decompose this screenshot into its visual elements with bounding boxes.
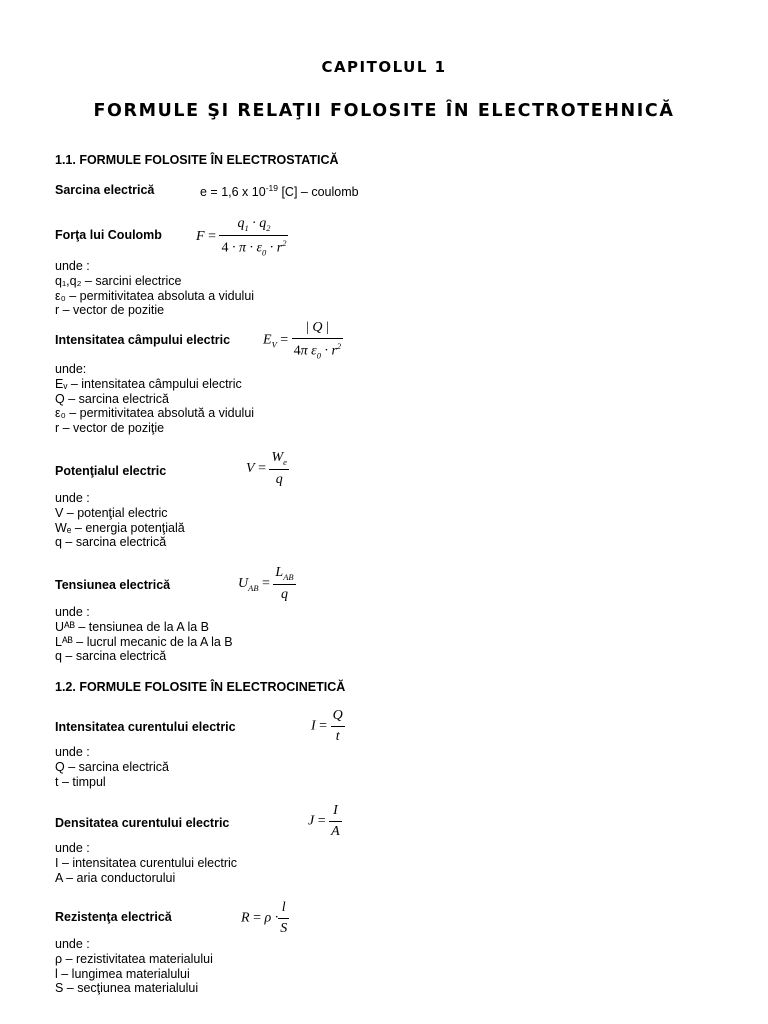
legend-line: q – sarcina electrică bbox=[55, 535, 167, 550]
legend-line: unde: bbox=[55, 362, 87, 376]
legend-line: Lᴬᴮ – lucrul mecanic de la A la B bbox=[55, 634, 233, 649]
legend-line: S – secţiunea materialului bbox=[55, 981, 199, 996]
section-heading-electrokinetics: 1.2. FORMULE FOLOSITE ÎN ELECTROCINETICĂ bbox=[55, 680, 346, 694]
legend-line: unde : bbox=[55, 841, 90, 855]
resistance-legend bbox=[55, 937, 213, 996]
density-legend bbox=[55, 841, 237, 885]
field-label: Intensitatea câmpului electric bbox=[55, 333, 231, 347]
legend-line: ε₀ – permitivitatea absoluta a vidului bbox=[55, 288, 255, 303]
legend-line: unde : bbox=[55, 259, 90, 273]
legend-line: t – timpul bbox=[55, 774, 106, 789]
charge-value bbox=[200, 183, 359, 199]
legend-line: ε₀ – permitivitatea absolută a vidului bbox=[55, 406, 255, 421]
charge-label: Sarcina electrică bbox=[55, 183, 155, 197]
legend-line: A – aria conductorului bbox=[55, 870, 176, 885]
potential-legend bbox=[55, 491, 185, 550]
legend-line: r – vector de pozitie bbox=[55, 303, 165, 318]
legend-line: l – lungimea materialului bbox=[55, 966, 190, 981]
coulomb-label: Forţa lui Coulomb bbox=[55, 228, 162, 242]
current-legend bbox=[55, 745, 169, 789]
legend-line: Q – sarcina electrică bbox=[55, 391, 169, 406]
potential-formula: V = $\frac{W_e}{q}$ bbox=[246, 450, 287, 487]
legend-line: unde : bbox=[55, 491, 90, 505]
legend-line: unde : bbox=[55, 745, 90, 759]
voltage-formula: $U_{AB}$ = $\frac{L_{AB}}{q}$ bbox=[238, 565, 294, 602]
legend-line: Eᵥ – intensitatea câmpului electric bbox=[55, 376, 242, 391]
legend-line: unde : bbox=[55, 937, 90, 951]
charge-exponent: -19 bbox=[265, 183, 278, 193]
legend-line: q – sarcina electrică bbox=[55, 649, 167, 664]
current-label: Intensitatea curentului electric bbox=[55, 720, 236, 734]
resistance-formula: R = ρ · $\frac{l}{S}$ bbox=[241, 900, 288, 936]
coulomb-legend bbox=[55, 259, 254, 318]
legend-line: Wₑ – energia potenţială bbox=[55, 520, 185, 535]
charge-value-prefix: e = 1,6 x 10 bbox=[200, 185, 266, 200]
chapter-heading: CAPITOLUL 1 bbox=[321, 58, 447, 76]
field-legend bbox=[55, 362, 254, 436]
voltage-legend bbox=[55, 605, 233, 664]
density-formula: J = $\frac{I}{A}$ bbox=[308, 803, 340, 839]
current-formula: I = $\frac{Q}{t}$ bbox=[311, 708, 343, 744]
section-heading-electrostatics: 1.1. FORMULE FOLOSITE ÎN ELECTROSTATICĂ bbox=[55, 153, 339, 167]
coulomb-formula: F = $\frac{q_1 \cdot q_2}{4 \cdot \pi \cdot \varepsilon_0 \cdot r^2}$ bbox=[196, 216, 287, 258]
voltage-label: Tensiunea electrică bbox=[55, 578, 171, 592]
legend-line: Q – sarcina electrică bbox=[55, 759, 169, 774]
charge-value-suffix: [C] – coulomb bbox=[277, 185, 359, 200]
legend-line: ρ – rezistivitatea materialului bbox=[55, 951, 213, 966]
potential-label: Potenţialul electric bbox=[55, 464, 167, 478]
resistance-label: Rezistenţa electrică bbox=[55, 910, 172, 924]
field-formula: $E_V$ = $\frac{| Q |}{4\pi \varepsilon_0 \cdot r^2}$ bbox=[263, 320, 342, 361]
page-title: FORMULE ŞI RELAŢII FOLOSITE ÎN ELECTROTEHNICĂ bbox=[93, 101, 675, 121]
density-label: Densitatea curentului electric bbox=[55, 816, 230, 830]
legend-line: unde : bbox=[55, 605, 90, 619]
legend-line: V – potenţial electric bbox=[55, 505, 168, 520]
legend-line: I – intensitatea curentului electric bbox=[55, 855, 238, 870]
legend-line: q₁,q₂ – sarcini electrice bbox=[55, 273, 182, 288]
legend-line: r – vector de poziţie bbox=[55, 421, 165, 436]
legend-line: Uᴬᴮ – tensiunea de la A la B bbox=[55, 619, 210, 634]
